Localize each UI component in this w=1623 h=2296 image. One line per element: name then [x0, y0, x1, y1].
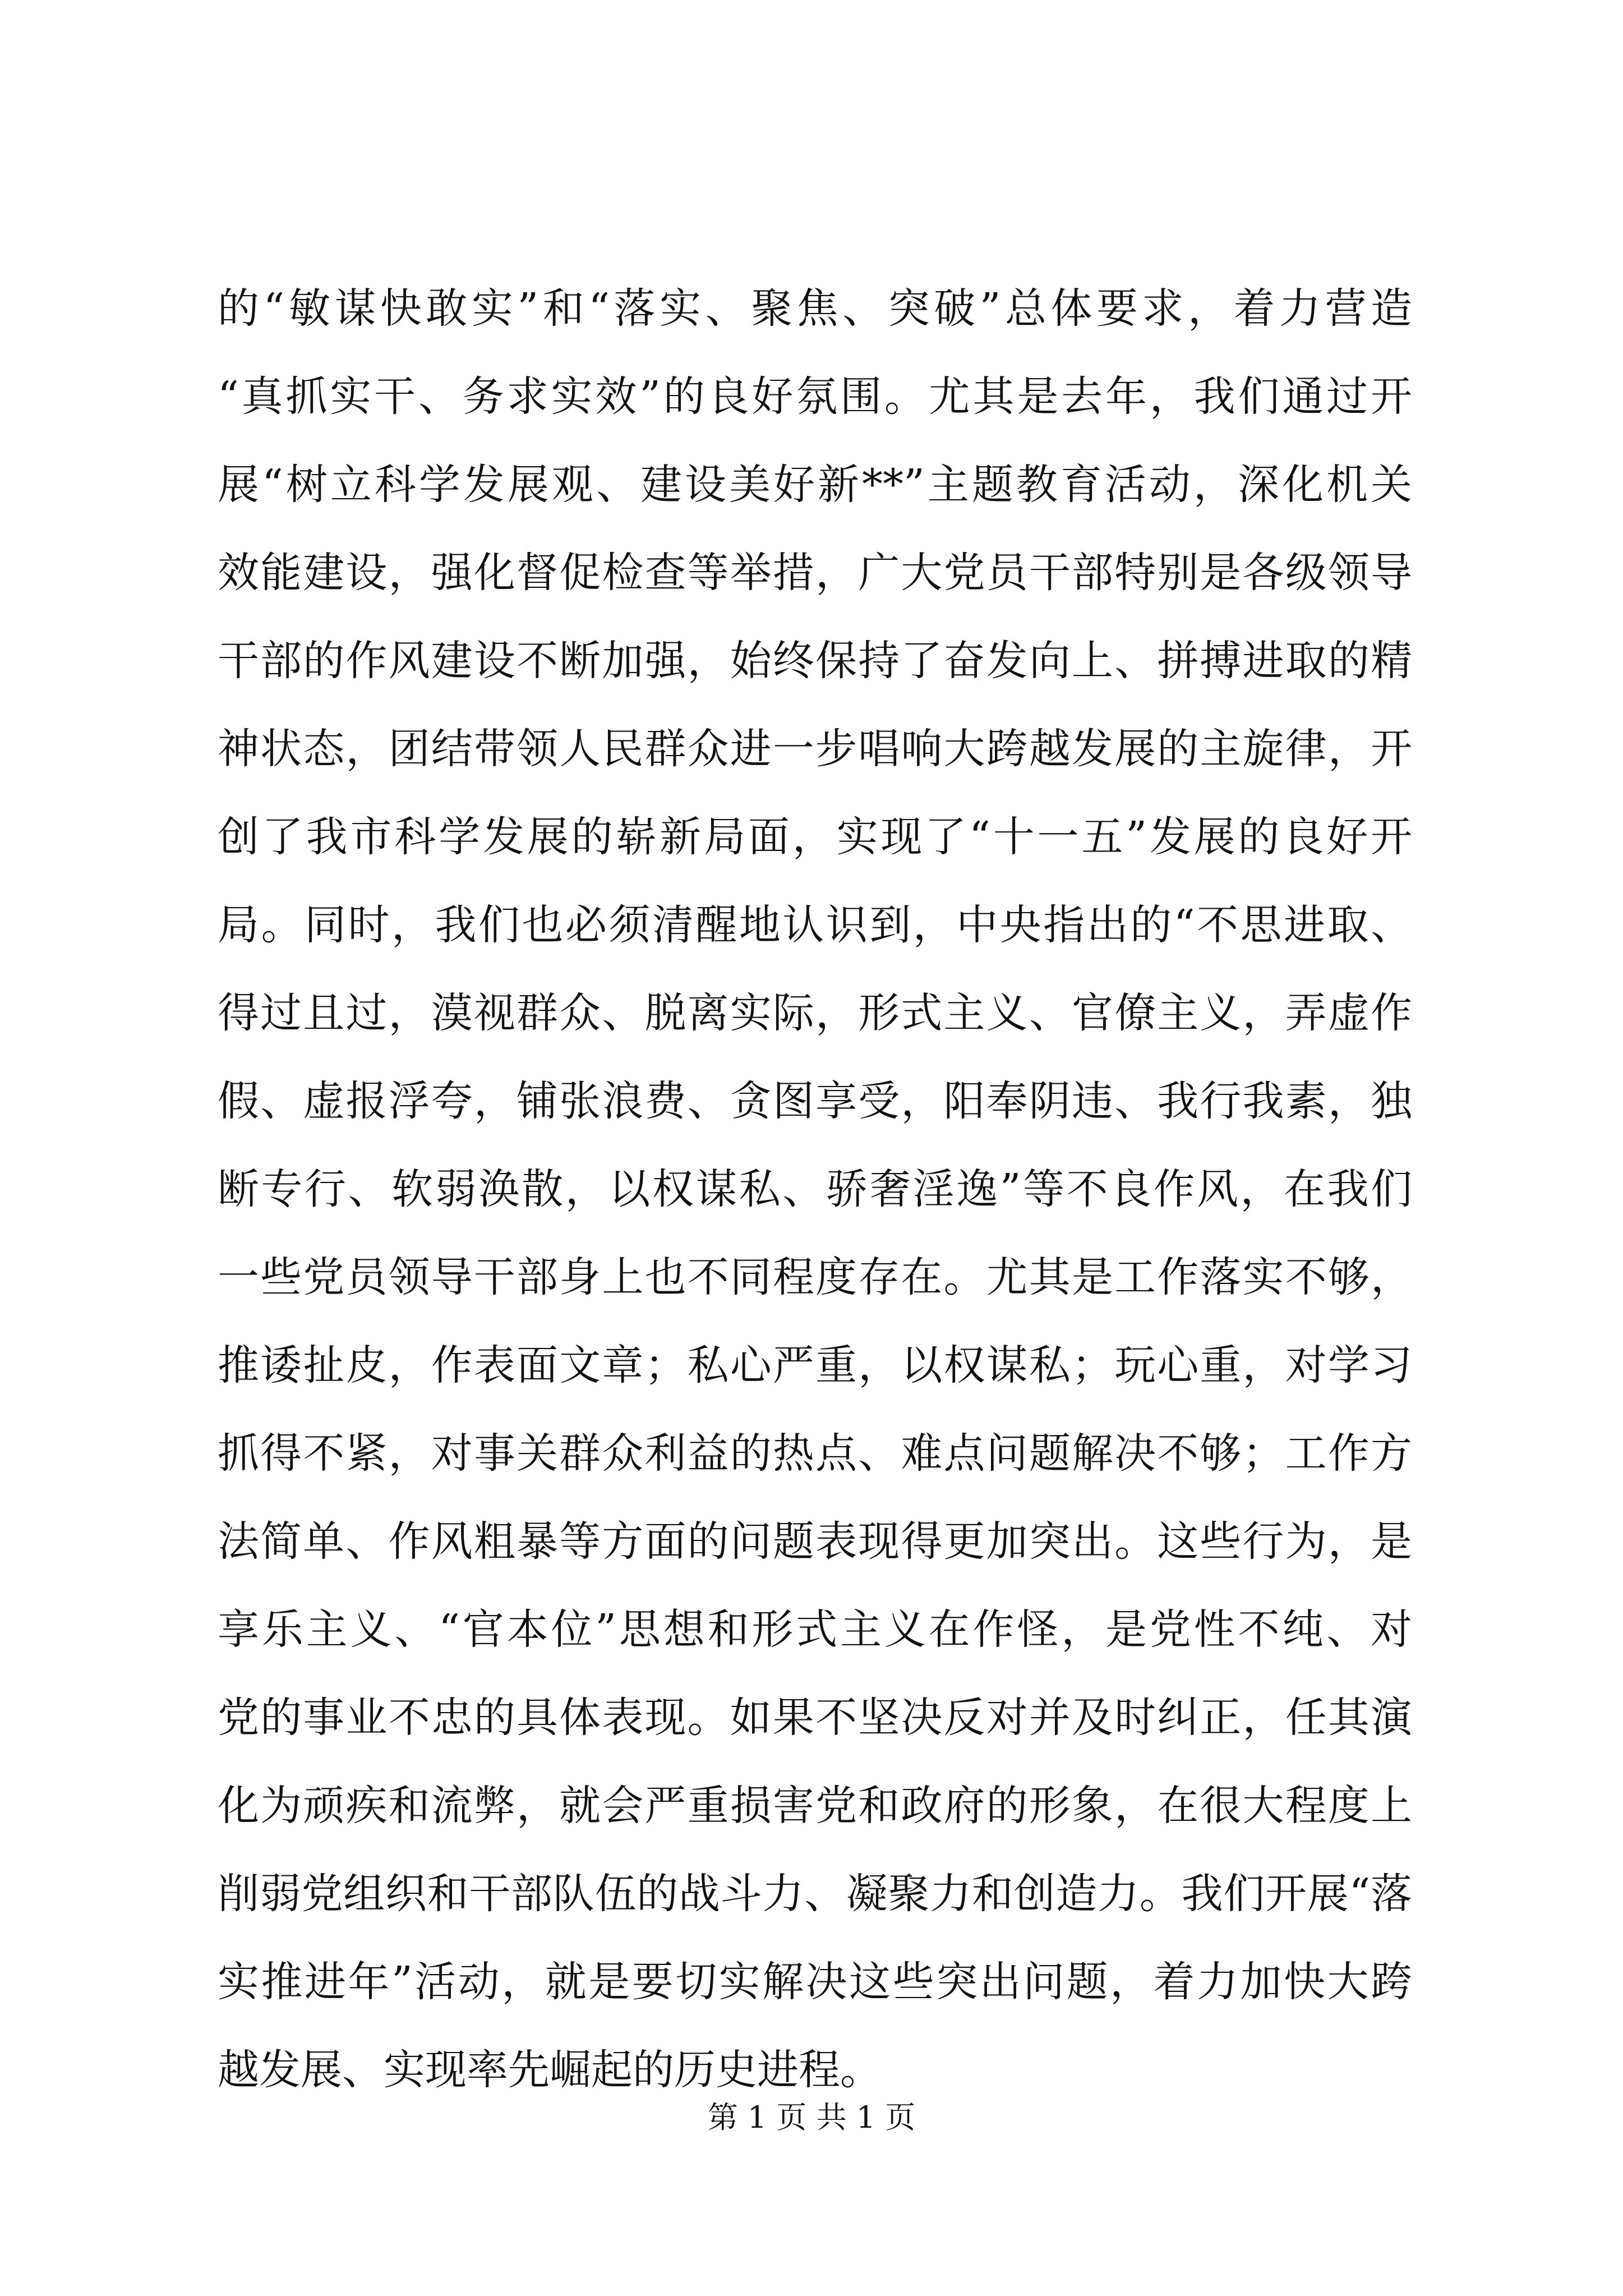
- text-line: 党的事业不忠的具体表现。如果不坚决反对并及时纠正，任其演: [218, 1694, 1412, 1742]
- text-line: 创了我市科学发展的崭新局面，实现了“十一五”发展的良好开: [218, 813, 1412, 861]
- page-number-footer: 第 1 页 共 1 页: [707, 2100, 916, 2135]
- text-line: 假、虚报浮夸，铺张浪费、贪图享受，阳奉阴违、我行我素，独: [218, 1077, 1412, 1125]
- text-line: 抓得不紧，对事关群众利益的热点、难点问题解决不够；工作方: [218, 1429, 1412, 1478]
- text-line: 化为顽疾和流弊，就会严重损害党和政府的形象，在很大程度上: [218, 1782, 1412, 1830]
- text-line: 得过且过，漠视群众、脱离实际，形式主义、官僚主义，弄虚作: [218, 989, 1412, 1037]
- text-line: 法简单、作风粗暴等方面的问题表现得更加突出。这些行为，是: [218, 1517, 1412, 1566]
- text-line: 局。同时，我们也必须清醒地认识到，中央指出的“不思进取、: [218, 901, 1412, 949]
- text-line: “真抓实干、务求实效”的良好氛围。尤其是去年，我们通过开: [218, 372, 1412, 421]
- text-line: 一些党员领导干部身上也不同程度存在。尤其是工作落实不够，: [218, 1253, 1412, 1301]
- body-paragraph: [218, 265, 1412, 2114]
- text-line: 的“敏谋快敢实”和“落实、聚焦、突破”总体要求，着力营造: [218, 284, 1412, 333]
- text-line: 断专行、软弱涣散，以权谋私、骄奢淫逸”等不良作风，在我们: [218, 1165, 1412, 1213]
- text-line: 展“树立科学发展观、建设美好新**”主题教育活动，深化机关: [218, 461, 1412, 509]
- text-line: 实推进年”活动，就是要切实解决这些突出问题，着力加快大跨: [218, 1958, 1412, 2006]
- text-line: 推诿扯皮，作表面文章；私心严重，以权谋私；玩心重，对学习: [218, 1341, 1412, 1389]
- text-line: 越发展、实现率先崛起的历史进程。: [218, 2046, 882, 2094]
- text-line: 神状态，团结带领人民群众进一步唱响大跨越发展的主旋律，开: [218, 725, 1412, 773]
- text-line: 削弱党组织和干部队伍的战斗力、凝聚力和创造力。我们开展“落: [218, 1870, 1412, 1918]
- text-line: 干部的作风建设不断加强，始终保持了奋发向上、拼搏进取的精: [218, 637, 1412, 685]
- text-line: 享乐主义、“官本位”思想和形式主义在作怪，是党性不纯、对: [218, 1605, 1412, 1654]
- text-line: 效能建设，强化督促检查等举措，广大党员干部特别是各级领导: [218, 549, 1412, 597]
